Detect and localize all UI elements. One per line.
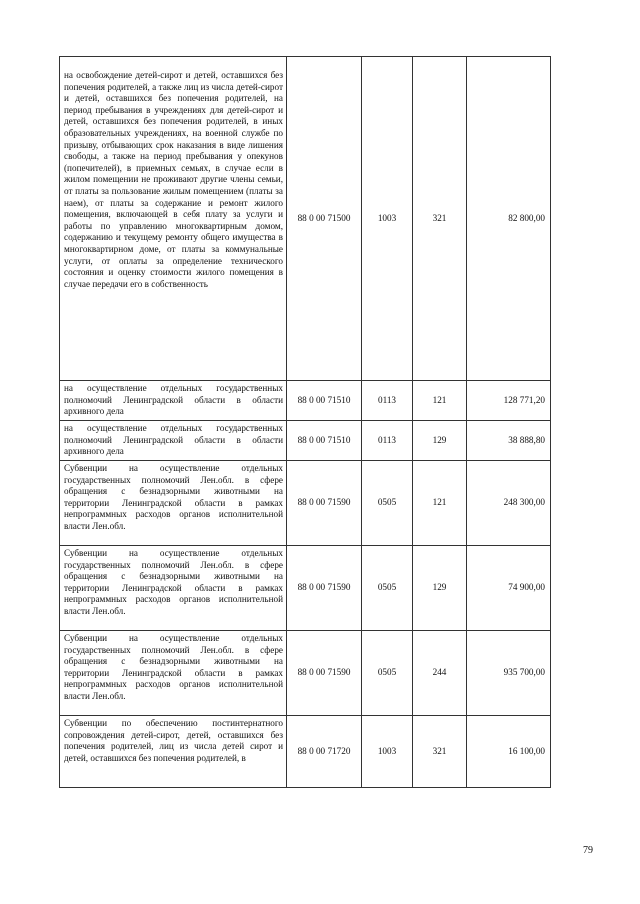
expense-type: 121 xyxy=(413,461,467,546)
table-row xyxy=(60,716,551,788)
section-code: 0505 xyxy=(362,461,413,546)
table-row xyxy=(60,57,551,381)
expense-type: 321 xyxy=(413,57,467,381)
amount: 128 771,20 xyxy=(467,381,551,421)
target-code: 88 0 00 71510 xyxy=(287,381,362,421)
table-row xyxy=(60,421,551,461)
row-description: Субвенции на осуществление отдельных государственных полномочий Лен.обл. в сфере обращения с безнадзорными животными на территории Ленинградской области в рамках непрограммных расходов органов исполнительной власти Лен.обл. xyxy=(60,461,287,546)
amount: 82 800,00 xyxy=(467,57,551,381)
target-code: 88 0 00 71720 xyxy=(287,716,362,788)
expense-type: 121 xyxy=(413,381,467,421)
row-description: на осуществление отдельных государственных полномочий Ленинградской области в области архивного дела xyxy=(60,421,287,461)
section-code: 0505 xyxy=(362,631,413,716)
amount: 38 888,80 xyxy=(467,421,551,461)
row-description: Субвенции на осуществление отдельных государственных полномочий Лен.обл. в сфере обращения с безнадзорными животными на территории Ленинградской области в рамках непрограммных расходов органов исполнительной власти Лен.обл. xyxy=(60,631,287,716)
section-code: 1003 xyxy=(362,716,413,788)
amount: 935 700,00 xyxy=(467,631,551,716)
target-code: 88 0 00 71590 xyxy=(287,631,362,716)
section-code: 1003 xyxy=(362,57,413,381)
table-row xyxy=(60,461,551,546)
target-code: 88 0 00 71590 xyxy=(287,546,362,631)
section-code: 0505 xyxy=(362,546,413,631)
amount: 74 900,00 xyxy=(467,546,551,631)
row-description: на осуществление отдельных государственных полномочий Ленинградской области в области архивного дела xyxy=(60,381,287,421)
target-code: 88 0 00 71510 xyxy=(287,421,362,461)
row-description: Субвенции по обеспечению постинтернатного сопровождения детей-сирот, детей, оставшихся без попечения родителей, лиц из числа детей сирот и детей, оставшихся без попечения родителей, в xyxy=(60,716,287,788)
expense-type: 129 xyxy=(413,421,467,461)
target-code: 88 0 00 71590 xyxy=(287,461,362,546)
table-row xyxy=(60,631,551,716)
amount: 16 100,00 xyxy=(467,716,551,788)
target-code: 88 0 00 71500 xyxy=(287,57,362,381)
budget-table xyxy=(59,56,551,788)
section-code: 0113 xyxy=(362,421,413,461)
row-description: Субвенции на осуществление отдельных государственных полномочий Лен.обл. в сфере обращения с безнадзорными животными на территории Ленинградской области в рамках непрограммных расходов органов исполнительной власти Лен.обл. xyxy=(60,546,287,631)
row-description: на освобождение детей-сирот и детей, оставшихся без попечения родителей, а также лиц из числа детей-сирот и детей, оставшихся без попечения родителей, на период пребывания в учреждениях для детей-сирот и детей, оставшихся без попечения родителей, в иных образовательных учреждениях, на военной службе по призыву, отбывающих срок наказания в виде лишения свободы, а также на период пребывания у опекунов (попечителей), в приемных семьях, в случае если в жилом помещении не проживают другие члены семьи, от платы за пользование жилым помещением (платы за наем), от платы за содержание и ремонт жилого помещения, включающей в себя плату за услуги и работы по управлению многоквартирным домом, содержанию и текущему ремонту общего имущества в многоквартирном доме, от платы за коммунальные услуги, от оплаты за определение технического состояния и оценку стоимости жилого помещения в случае передачи его в собственность xyxy=(60,57,287,381)
amount: 248 300,00 xyxy=(467,461,551,546)
table-row xyxy=(60,546,551,631)
page-number: 79 xyxy=(583,845,593,856)
expense-type: 129 xyxy=(413,546,467,631)
expense-type: 321 xyxy=(413,716,467,788)
expense-type: 244 xyxy=(413,631,467,716)
section-code: 0113 xyxy=(362,381,413,421)
table-row xyxy=(60,381,551,421)
